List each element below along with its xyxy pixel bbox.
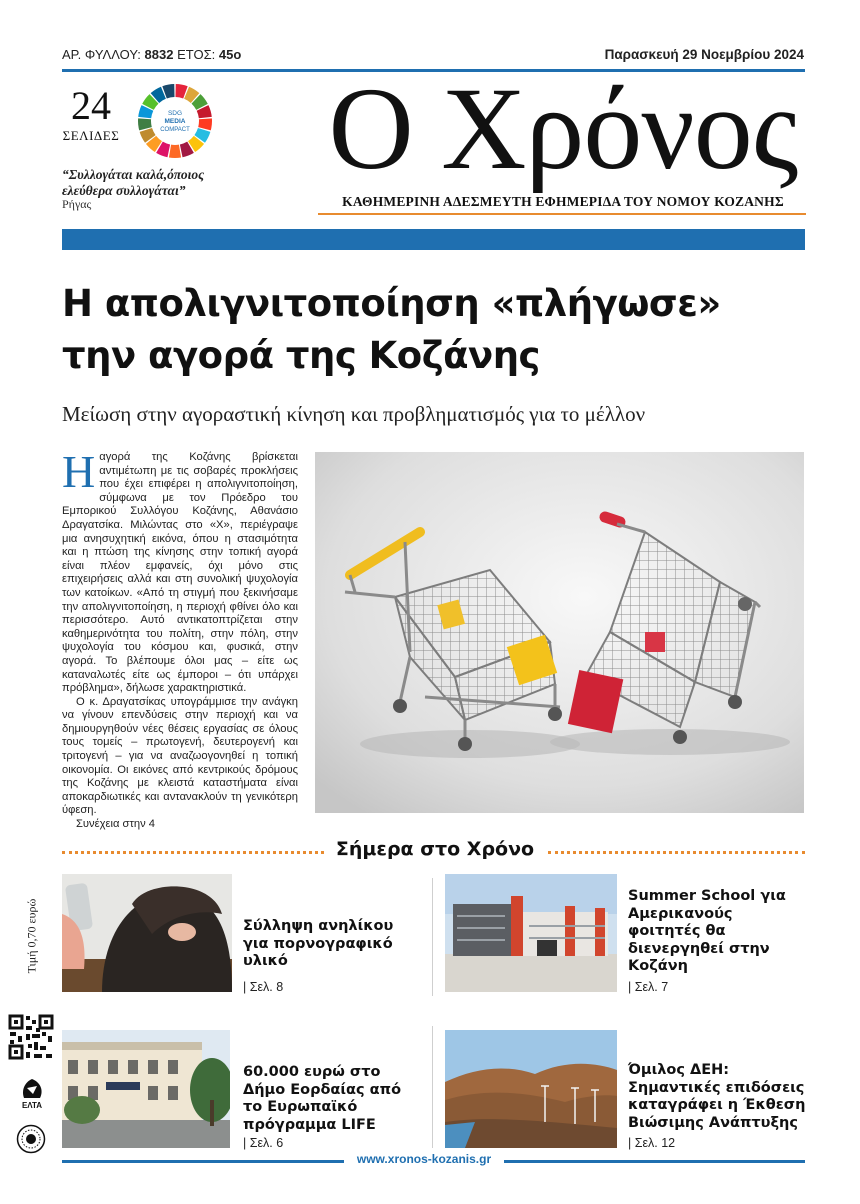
story-divider-top — [432, 878, 433, 996]
lead-article-body — [62, 446, 298, 832]
price-text: Τιμή 0,70 ευρώ — [24, 898, 39, 974]
sdg-segment — [138, 118, 152, 130]
story-1-page: | Σελ. 8 — [243, 980, 284, 994]
lead-headline[interactable] — [62, 278, 805, 382]
article-paragraph-2: Ο κ. Δραγατσίκας υπογράμμισε την ανάγκη να γίνουν επενδύσεις στην περιοχή και να δημιουργηθούν νέες θέσεις εργασίας σε όλους τους τομείς – πρωτογενή, δευτερογενή και τριτογενή – για να αναζωογονηθεί η τοπική οικονομία. Οι εικόνες από κεντρικούς δρόμους της Κοζάνης με κλειστά καταστήματα είναι αποκαρδιωτικές και αντανακλούν τη γενικότερη ύφεση. — [62, 695, 298, 817]
shopping-carts-photo — [315, 452, 804, 813]
story-4-title[interactable]: Όμιλος ΔΕΗ: Σημαντικές επιδόσεις καταγράφει η Έκθεση Βιώσιμης Ανάπτυξης — [628, 1062, 806, 1131]
section-dots-right — [548, 851, 805, 854]
issue-label: ΑΡ. ΦΥΛΛΟΥ: — [62, 47, 141, 62]
newspaper-masthead: Ο Χρόνος — [328, 63, 798, 194]
sdg-text-1: SDG — [167, 110, 183, 117]
pages-label: ΣΕΛΙΔΕΣ — [62, 128, 120, 143]
year-number: 45ο — [218, 47, 242, 62]
cover-price — [22, 876, 42, 996]
story-3-page: | Σελ. 6 — [243, 1136, 284, 1150]
story-2-photo[interactable] — [445, 874, 617, 992]
svg-text:ΕΛΤΑ: ΕΛΤΑ — [21, 1101, 43, 1110]
issue-number: 8832 — [144, 47, 174, 62]
qr-code-icon[interactable] — [8, 1014, 54, 1060]
sdg-text-2: MEDIA — [164, 118, 186, 125]
elta-logo — [18, 1078, 46, 1112]
year-label: ΕΤΟΣ: — [177, 47, 216, 62]
story-divider-bottom — [432, 1026, 433, 1148]
section-title: Σήμερα στο Χρόνο — [335, 838, 535, 860]
section-dots-left — [62, 851, 324, 854]
header-band — [62, 229, 805, 250]
story-4-page: | Σελ. 12 — [628, 1136, 676, 1150]
tagline-underline — [318, 213, 806, 215]
motto-line-1: “Συλλογάται καλά,όποιος — [62, 167, 205, 182]
sdg-text-3: COMPACT — [160, 127, 190, 133]
story-1-title[interactable]: Σύλληψη ανηλίκου για πορνογραφικό υλικό — [243, 918, 394, 969]
motto-line-2: ελεύθερα συλλογάται” — [62, 183, 186, 198]
story-3-photo[interactable] — [62, 1030, 230, 1148]
motto-author: Ρήγας — [62, 197, 92, 211]
continued-link[interactable]: Συνέχεια στην 4 — [76, 818, 156, 831]
paragraph-1-text: αγορά της Κοζάνης βρίσκεται αντιμέτωπη με τις σοβαρές προκλήσεις που έχει επιφέρει η απολιγνιτοποίηση, σύμφωνα με τον Πρόεδρο του Εμπορικού Συλλόγου Κοζάνης, Αθανάσιο Δραγατσίκα. Μιλώντας στο «Χ», περιέγραψε μια ανησυχητική εικόνα, όπου η στασιμότητα και η πτώση της κίνησης στην τοπική αγορά είναι πλέον εμφανείς, όχι μόνο στις επιχειρήσεις αλλά και στη συνολική ψυχολογία των κατοίκων. «Από τη στιγμή που ξεκινήσαμε την απολιγνιτοποίηση, η περιοχή φθίνει όλο και περισσότερο. Αυτό αντικατοπτρίζεται στην καθημερινότητα του πολίτη, στην πόλη, στην ψυχολογία του κόσμου και, φυσικά, στην αγορά. Το βλέπουμε όλοι μας – είτε ως καταναλωτές είτε ως έμποροι – ότι υπάρχει πρόβλημα», δήλωσε χαρακτηριστικά. — [62, 451, 298, 695]
lead-subheadline: Μείωση στην αγοραστική κίνηση και προβληματισμός για το μέλλον — [62, 402, 646, 426]
issue-info — [62, 47, 241, 62]
publisher-seal-icon — [16, 1124, 46, 1154]
sdg-media-compact-logo — [136, 82, 214, 160]
story-2-page: | Σελ. 7 — [628, 980, 669, 994]
publication-date: Παρασκευή 29 Νοεμβρίου 2024 — [604, 47, 804, 62]
motto-quote — [62, 167, 242, 199]
masthead-tagline: ΚΑΘΗΜΕΡΙΝΗ ΑΔΕΣΜΕΥΤΗ ΕΦΗΜΕΡΙΔΑ ΤΟΥ ΝΟΜΟΥ ΚΟΖΑΝΗΣ — [342, 194, 784, 209]
story-1-photo[interactable] — [62, 874, 232, 992]
dropcap-letter: Η — [62, 446, 96, 497]
pages-count: 24 — [71, 83, 111, 128]
article-paragraph-1 — [62, 446, 298, 696]
sdg-segment — [198, 118, 212, 130]
sdg-segment — [169, 145, 181, 158]
story-2-title[interactable]: Summer School για Αμερικανούς φοιτητές θα διενεργηθεί στην Κοζάνη — [628, 888, 786, 974]
story-4-photo[interactable] — [445, 1030, 617, 1148]
lead-headline-line-1: Η απολιγνιτοποίηση «πλήγωσε» — [62, 282, 721, 325]
story-3-title[interactable]: 60.000 ευρώ στο Δήμο Εορδαίας από το Ευρωπαϊκό πρόγραμμα LIFE — [243, 1064, 402, 1133]
website-link[interactable]: www.xronos-kozanis.gr — [344, 1152, 504, 1166]
lead-headline-line-2: την αγορά της Κοζάνης — [62, 334, 540, 377]
